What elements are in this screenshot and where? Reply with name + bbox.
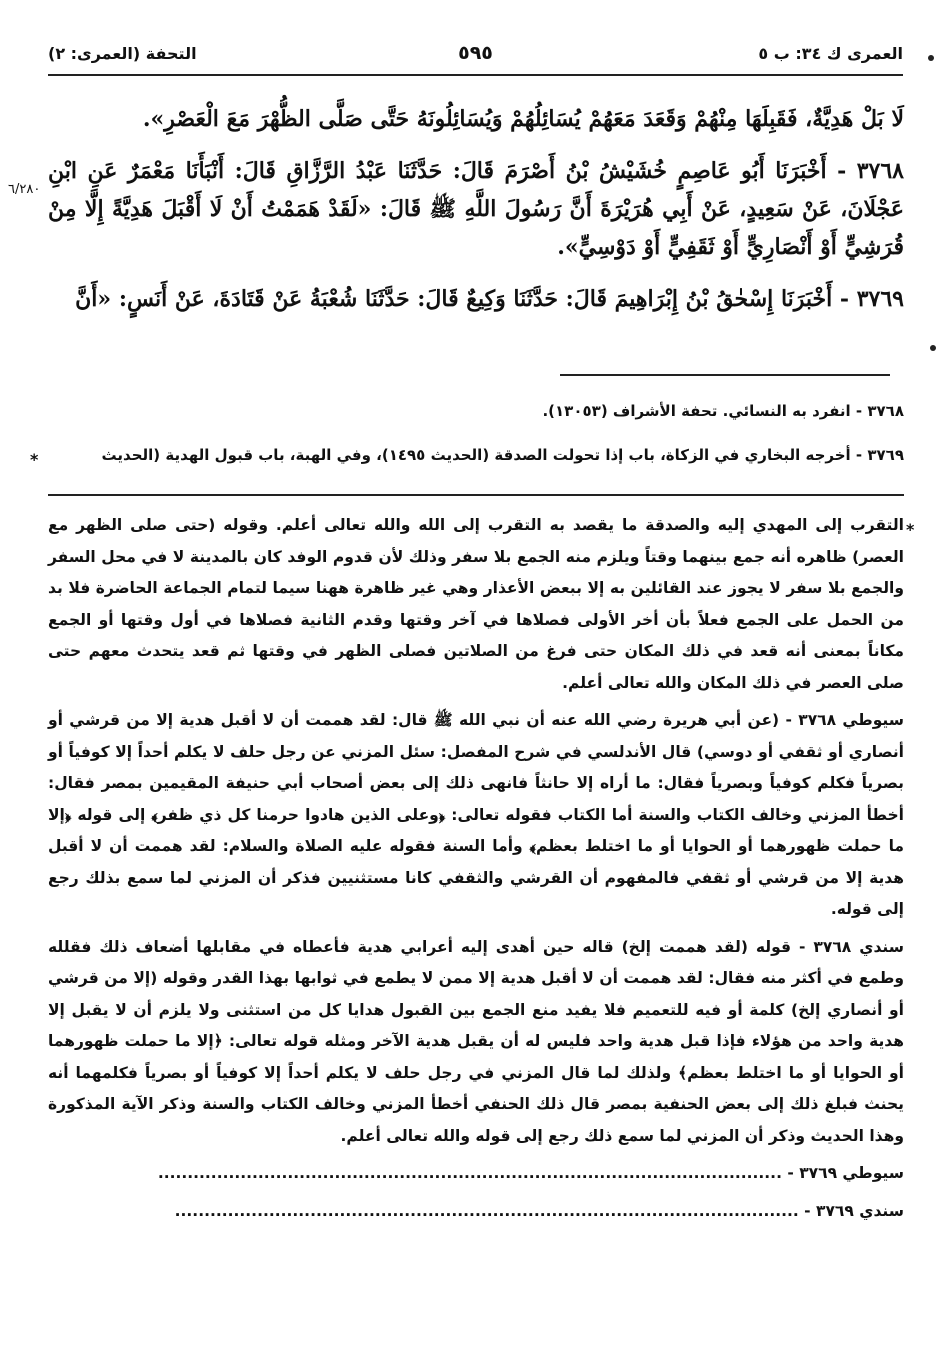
footnote: ٣٧٦٩ - أخرجه البخاري في الزكاة، باب إذا تحولت الصدقة (الحديث ١٤٩٥)، وفي الهبة، باب قبول الهدية (الحديث [101,446,904,464]
asterisk-icon: * [30,450,39,469]
hadith-paragraph: ٣٧٦٨ - أَخْبَرَنَا أَبُو عَاصِمٍ خُشَيْشُ بْنُ أَصْرَمَ قَالَ: حَدَّثَنَا عَبْدُ الرَّزَّاقِ قَالَ: أَنْبَأَنَا مَعْمَرٌ عَنِ ابْنِ عَجْلَانَ، عَنْ سَعِيدٍ، عَنْ أَبِي هُرَيْرَةَ أَنَّ رَسُولَ اللَّهِ ﷺ قَالَ: «لَقَدْ هَمَمْتُ أَنْ لَا أَقْبَلَ هَدِيَّةً إِلَّا مِنْ قُرَشِيٍّ أَوْ أَنْصَارِيٍّ أَوْ ثَقَفِيٍّ أَوْ دَوْسِيٍّ». [48,158,904,260]
commentary-placeholder: سيوطي ٣٧٦٩ - .......................................................................................................... [157,1164,904,1182]
commentary-placeholder: سندي ٣٧٦٩ - .......................................................................................................... [174,1201,904,1220]
header-tuhfa-ref: التحفة (العمرى: ٢) [48,44,197,63]
commentary-section [48,510,904,1233]
hadith-paragraph: ٣٧٦٩ - أَخْبَرَنَا إِسْحٰقُ بْنُ إِبْرَاهِيمَ قَالَ: حَدَّثَنَا وَكِيعٌ قَالَ: حَدَّثَنَا شُعْبَةُ عَنْ قَتَادَةَ، عَنْ أَنَسٍ: «أَنَّ [75,286,904,312]
margin-dot-icon [930,345,936,351]
commentary-paragraph: سندي ٣٧٦٨ - قوله (لقد هممت إلخ) قاله حين أهدى إليه أعرابي هدية فأعطاه في مقابلها أضعاف ذلك فقلله وطمع في أكثر منه فقال: لقد هممت أن لا أقبل هدية إلا ممن لا يطمع في ثوابها بهذا القدر وقوله (إلا من قرشي أو أنصاري إلخ) كلمة أو فيه للتعميم فلا يفيد منع الجمع بين القبول هدايا كل من استثنى ولا يلزم أن لا يقبل إلا هدية واحد من هؤلاء فإذا قبل هدية واحد فليس له أن يقبل هدية الآخر ومثله قوله تعالى: ﴿إلا ما حملت ظهورهما أو الحوايا أو ما اختلط بعظم﴾ ولذلك لما قال المزني في رجل حلف لا يكلم أحداً إلا كوفياً أو بصرياً فكلمهما أنه يحنث فبلغ ذلك إلى بعض الحنفية بمصر قال ذلك الحنفي أخطأ المزني وخالف الكتاب والسنة وذكر الآية المذكورة وهذا الحديث وذكر أن المزني لما سمع ذلك رجع إلى قوله والله تعالى أعلم. [48,937,904,1145]
page-number: ٥٩٥ [458,42,493,64]
footnote-divider [560,374,890,376]
hadith-text [48,100,904,332]
takhrij-footnotes [48,398,904,486]
asterisk-icon: * [906,520,915,539]
commentary-divider [48,494,904,496]
commentary-paragraph: سيوطي ٣٧٦٨ - (عن أبي هريرة رضي الله عنه أن نبي الله ﷺ قال: لقد هممت أن لا أقبل هدية إلا من قرشي أو أنصاري أو ثقفي أو دوسي) قال الأندلسي في شرح المفصل: سئل المزني عن رجل حلف لا يكلم أحداً إلا كوفياً أو بصرياً فكلم كوفياً وبصرياً فقال: ما أراه إلا حانثاً فانهى ذلك إلى بعض أصحاب أبي حنيفة المقيمين بمصر فقال: أخطأ المزني وخالف الكتاب والسنة أما الكتاب فقوله تعالى: ﴿وعلى الذين هادوا حرمنا كل ذي ظفر﴾ إلى قوله ﴿إلا ما حملت ظهورهما أو الحوايا أو ما اختلط بعظم﴾ وأما السنة فقوله عليه الصلاة والسلام: لقد هممت أن لا أقبل هدية إلا من قرشي أو ثقفي فالمفهوم أن القرشي والثقفي كانا مستثنيين فذكر أن المزني لما سمع بذلك رجع إلى قوله. [48,711,905,918]
margin-reference: ٦/٢٨٠ [8,182,41,197]
commentary-paragraph: التقرب إلى المهدي إليه والصدقة ما يقصد به التقرب إلى الله والله تعالى أعلم. وقوله (حتى صلى الظهر مع العصر) ظاهره أنه جمع بينهما وقتاً ويلزم منه الجمع بلا سفر وذلك لأن قدوم الوفد كان بالمدينة لا في محل السفر والجمع بلا سفر لا يجوز عند القائلين به إلا ببعض الأعذار وهي غير ظاهرة ههنا سيما لتمام الجماعة الحاضرة فلا بد من الحمل على الجمع فعلاً بأن أخر الأولى فصلاها في آخر وقتها وقدم الثانية فصلاها في أول وقتها أو الجمع مكاناً بمعنى أنه قعد في ذلك المكان حتى فرغ من الصلاتين فصلى الظهر في وقتها ثم قعد يتحدث معهم حتى صلى العصر في ذلك المكان والله تعالى أعلم. [48,516,904,692]
hadith-paragraph: لَا بَلْ هَدِيَّةٌ، فَقَبِلَهَا مِنْهُمْ وَقَعَدَ مَعَهُمْ يُسَائِلُهُمْ وَيُسَائِلُونَهُ حَتَّى صَلَّى الظُّهْرَ مَعَ الْعَصْرِ». [142,106,904,132]
page-header [48,34,903,76]
header-manuscript-ref: العمرى ك ٣٤: ب ٥ [758,44,903,63]
footnote: ٣٧٦٨ - انفرد به النسائي. تحفة الأشراف (١٣٠٥٣). [542,402,904,420]
margin-dot-icon [928,55,934,61]
